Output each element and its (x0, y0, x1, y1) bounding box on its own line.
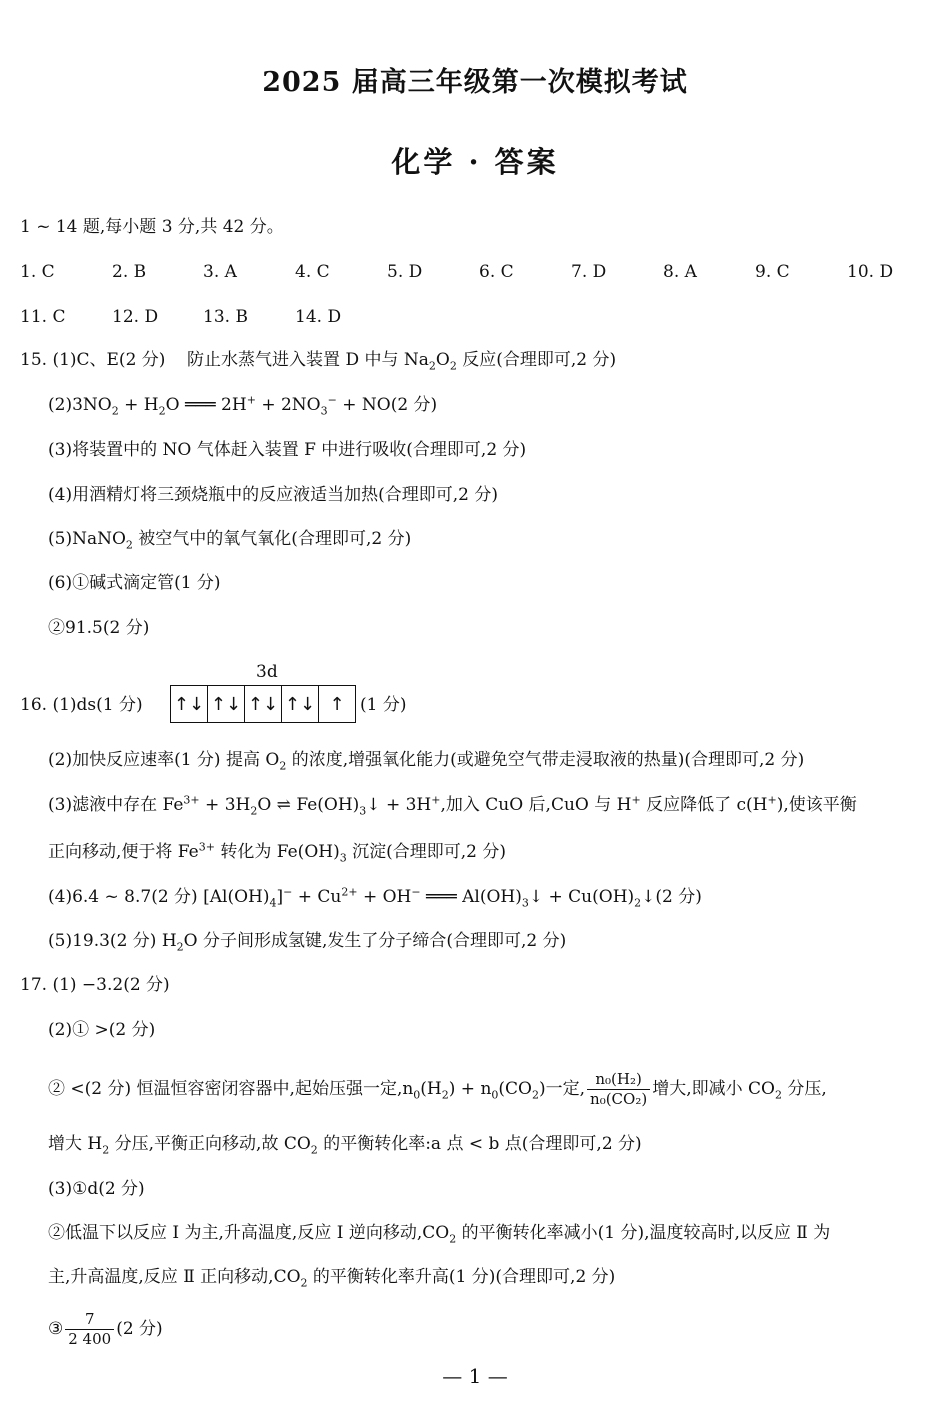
mc-answer: 13. B (203, 307, 248, 327)
q16-part1-head: 16. (1)ds(1 分) (20, 695, 143, 715)
orbital-box: ↑↓ (245, 686, 282, 722)
q16-part1-tail: (1 分) (360, 695, 407, 715)
orbital-diagram (170, 685, 356, 723)
mc-answer: 1. C (20, 262, 55, 282)
mc-answer: 10. D (847, 262, 894, 282)
orbital-box: ↑ (329, 693, 345, 715)
q17-part1: 17. (1) −3.2(2 分) (20, 975, 170, 995)
orbital-label: 3d (256, 662, 278, 682)
q17-part2c: 增大 $H_2$ 分压,平衡正向移动,故 $CO_2$ 的平衡转化率:a 点 < b 点(合理即可,2 分) (48, 1134, 642, 1157)
q17-part3d: ③ $\frac{7}{2 400}$ (2 分) (48, 1310, 163, 1348)
q15-part3: (3)将装置中的 NO 气体赶入装置 F 中进行吸收(合理即可,2 分) (48, 440, 527, 460)
q17-part3b: ②低温下以反应 Ⅰ 为主,升高温度,反应 Ⅰ 逆向移动$,CO_2$ 的平衡转化率减小(1 分),温度较高时,以反应 Ⅱ 为 (48, 1223, 831, 1246)
mc-answer: 2. B (112, 262, 147, 282)
mc-answer: 3. A (203, 262, 237, 282)
q17-part3c: 主,升高温度,反应 Ⅱ 正向移动$,CO_2$ 的平衡转化率升高(1 分)(合理即可,2 分) (48, 1267, 616, 1290)
mc-answer: 6. C (479, 262, 514, 282)
q17-part2: (2)① >(2 分) (48, 1020, 156, 1040)
exam-title: 2025 届高三年级第一次模拟考试 (262, 67, 688, 98)
mc-instruction: 1 ~ 14 题,每小题 3 分,共 42 分。 (20, 217, 284, 237)
orbital-box: ↑↓ (208, 686, 245, 722)
q15-part4: (4)用酒精灯将三颈烧瓶中的反应液适当加热(合理即可,2 分) (48, 485, 498, 505)
mc-answer: 7. D (571, 262, 607, 282)
q16-part3: (3)滤液中存在 $Fe^{3+} + 3H_2O$ ⇌ $Fe(OH)_3↓ + 3H^+$,加入 CuO 后,CuO 与 H+ 反应降低了 c(H+),使该平衡 (48, 793, 857, 818)
mc-answer: 8. A (663, 262, 697, 282)
ratio-fraction: $\frac{\text{n₀(H₂)}}{\text{n₀(CO₂)}}$ (587, 1070, 650, 1109)
q15-part1: 15. (1)C、E(2 分) 防止水蒸气进入装置 D 中与 $Na_2O_2$ 反应(合理即可,2 分) (20, 350, 617, 373)
q15-part2: $(2)3NO_2 + H_2O$ ═══ $2H^+ + 2NO_3^- + NO(2$ 分) (48, 393, 438, 418)
q17-part2b: ② <(2 分) 恒温恒容密闭容器中,起始压强一定$,n_0(H_2) + n_0(CO_2)$一定, $\frac{\text{n₀(H₂)}}{\text{n₀(CO₂)}}$ 增大,即减小 $CO_2$ 分压, (48, 1070, 827, 1108)
mc-answer: 5. D (387, 262, 423, 282)
q16-part2: (2)加快反应速率(1 分) 提高 $O_2$ 的浓度,增强氧化能力(或避免空气带走浸取液的热量)(合理即可,2 分) (48, 750, 805, 773)
q16-part4: (4)6.4 ~ 8.7(2 分) $[Al(OH)_4]^- + Cu^{2+} + OH^-$ ═══ $Al(OH)_3↓$ + $Cu(OH)_2↓(2$ 分) (48, 885, 702, 910)
subject-title: 化学 · 答案 (391, 145, 559, 179)
q16-part5: (5)19.3(2 分) $H_2O$ 分子间形成氢键,发生了分子缔合(合理即可,2 分) (48, 931, 567, 954)
q17-part3: (3)①d(2 分) (48, 1179, 145, 1199)
mc-answer: 11. C (20, 307, 66, 327)
mc-answer: 12. D (112, 307, 159, 327)
q15-part6b: ②91.5(2 分) (48, 618, 150, 638)
q15-part5: (5)NaNO$_2$ 被空气中的氧气氧化(合理即可,2 分) (48, 529, 412, 552)
q16-part3-line2: 正向移动,便于将 $Fe^{3+}$ 转化为 $Fe(OH)_3$ 沉淀(合理即可,2 分) (48, 840, 507, 865)
mc-answer: 14. D (295, 307, 342, 327)
mc-answer: 9. C (755, 262, 790, 282)
orbital-box: ↑↓ (171, 686, 208, 722)
orbital-box: ↑↓ (282, 686, 319, 722)
mc-answer: 4. C (295, 262, 330, 282)
page-number: — 1 — (442, 1364, 508, 1388)
q15-part6: (6)①碱式滴定管(1 分) (48, 573, 221, 593)
answer-fraction: $\frac{7}{2 400}$ (65, 1310, 114, 1349)
